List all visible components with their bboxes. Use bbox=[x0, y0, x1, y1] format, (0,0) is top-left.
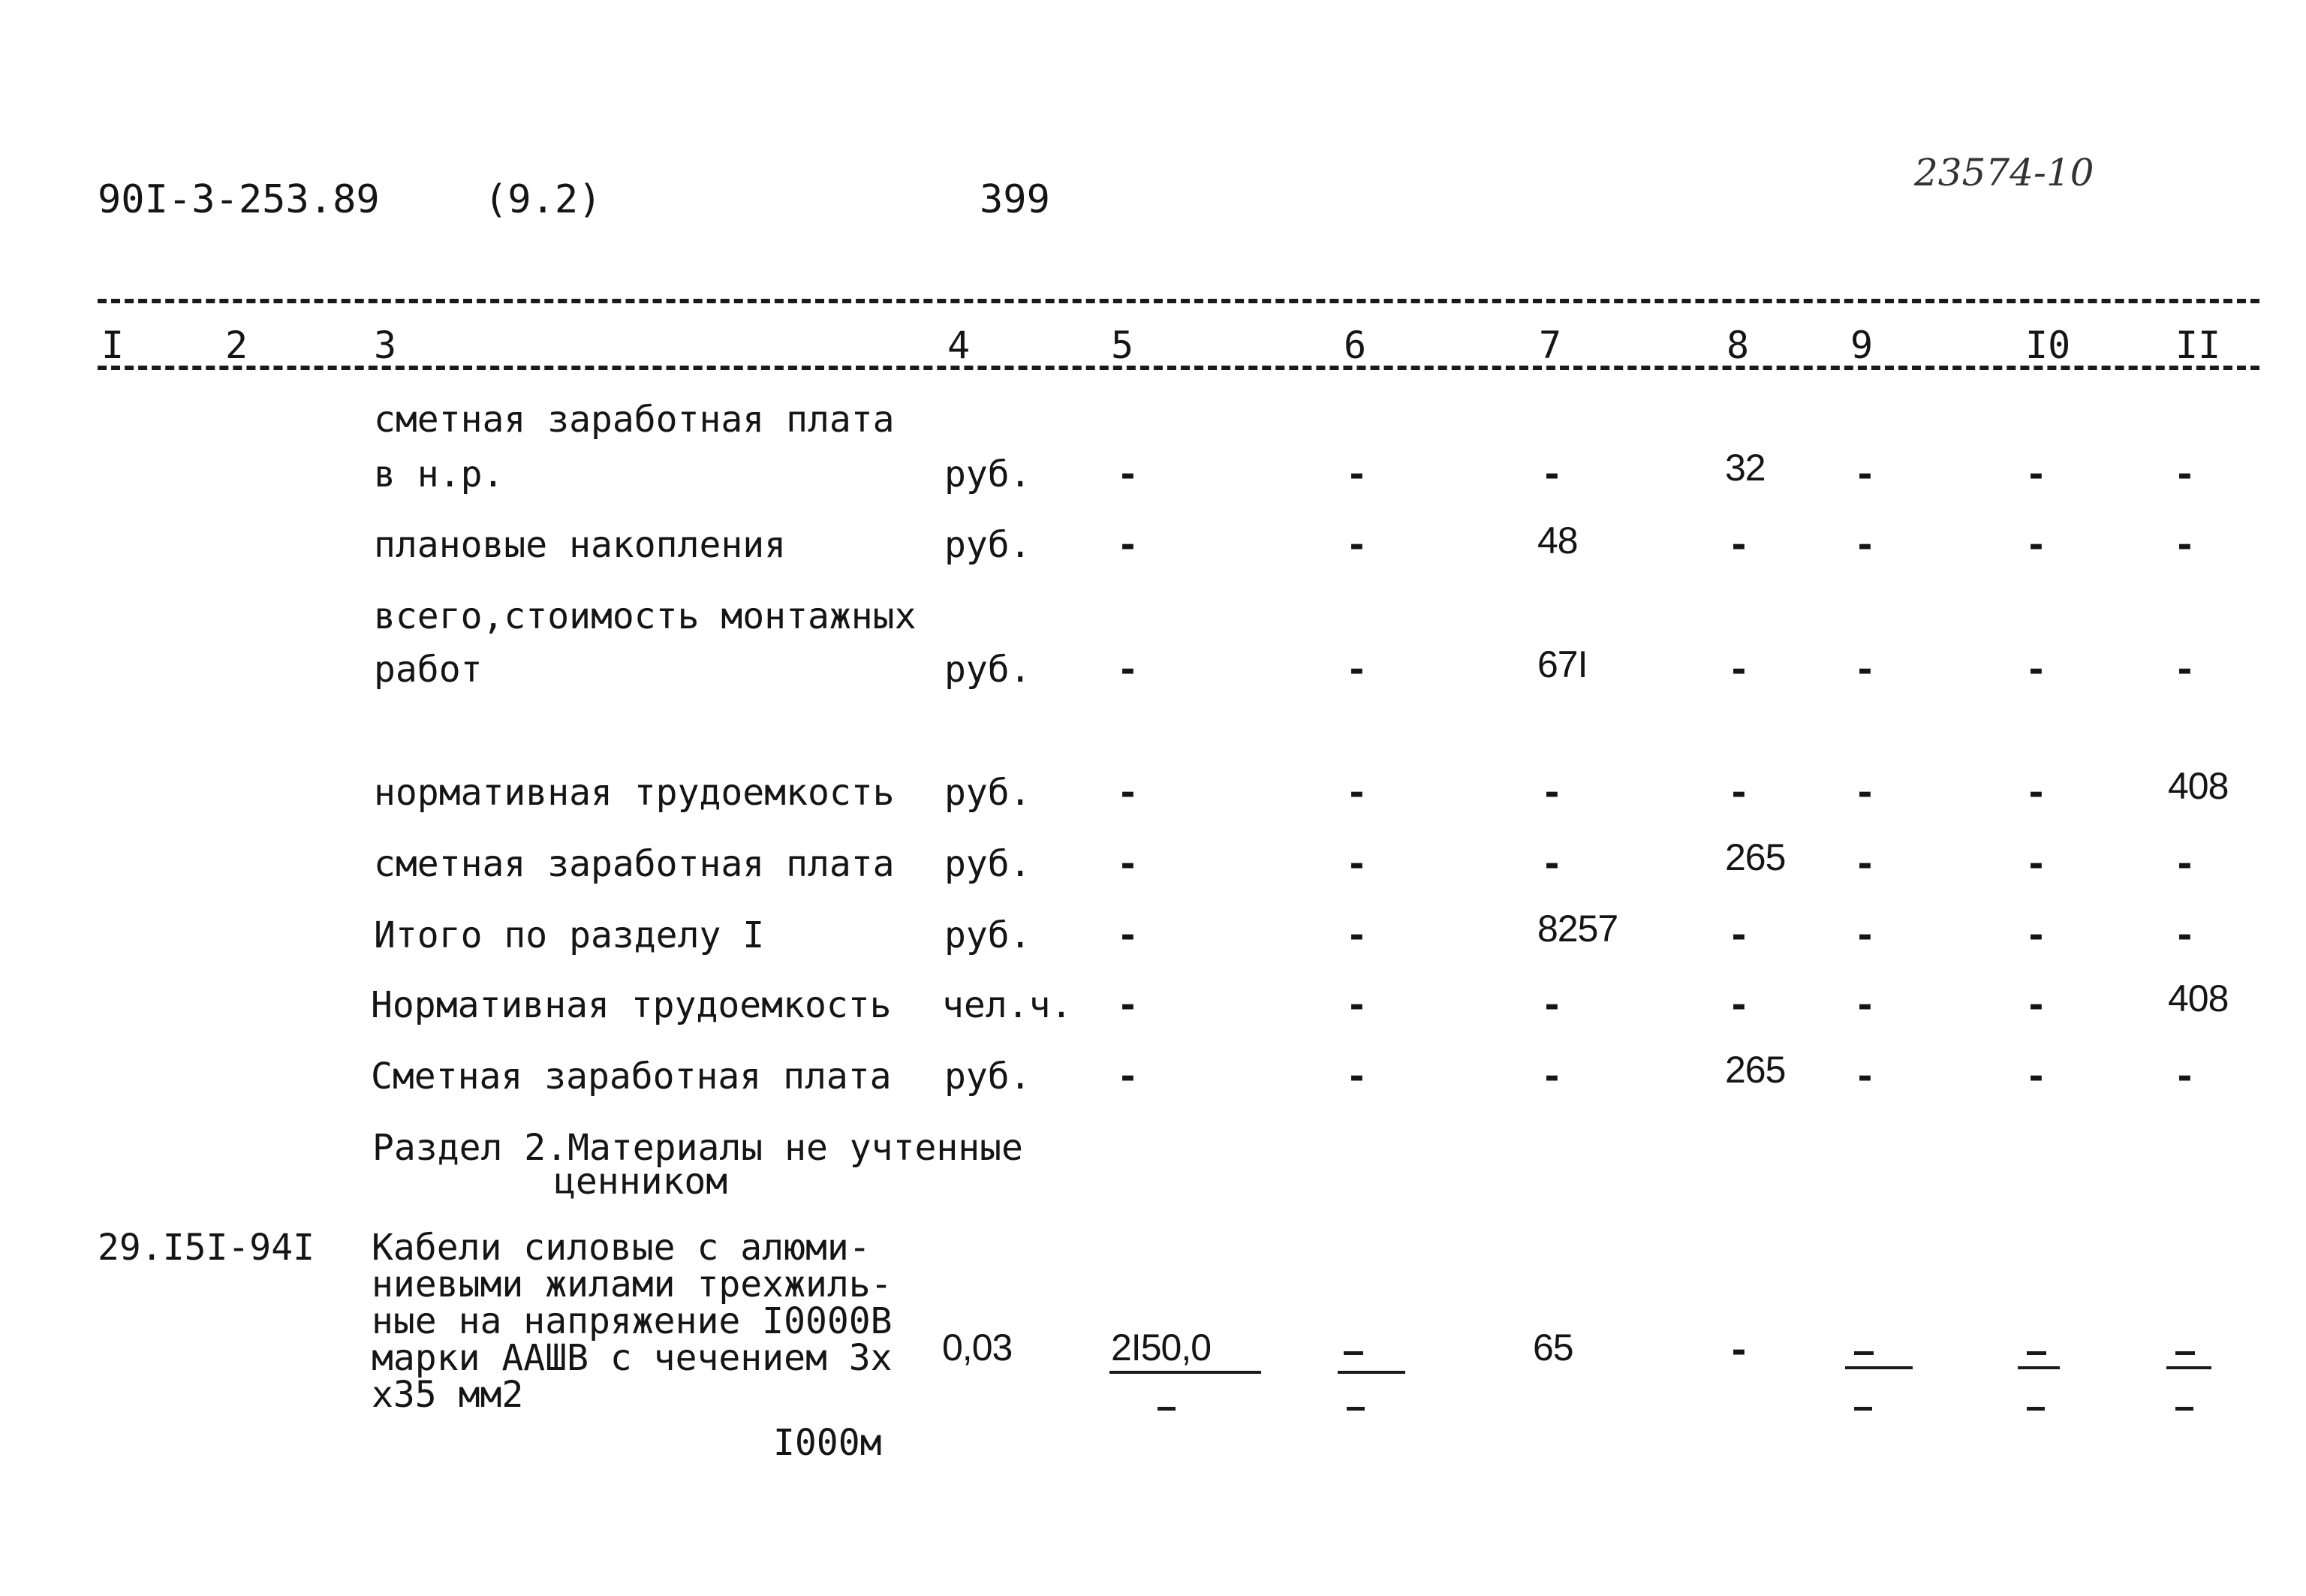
item-col7: 65 bbox=[1533, 1326, 1573, 1369]
cell-col9: - bbox=[1854, 843, 1876, 885]
cell-col11: - bbox=[2174, 649, 2196, 691]
cell-col7: - bbox=[1541, 984, 1563, 1026]
column-header-4: 4 bbox=[947, 324, 971, 367]
column-header-7: 7 bbox=[1539, 324, 1562, 367]
cell-col11: - bbox=[2174, 1055, 2196, 1098]
header-dashed-rule bbox=[98, 366, 2259, 370]
document-code: 90I-3-253.89 bbox=[98, 177, 380, 222]
cell-col10: - bbox=[2025, 524, 2047, 566]
cell-col9: - bbox=[1854, 649, 1876, 691]
cell-col8: - bbox=[1728, 984, 1750, 1026]
section-2-title: Раздел 2.Материалы не учтенные bbox=[372, 1127, 1023, 1169]
row-name-line: в н.р. bbox=[374, 453, 504, 495]
top-dashed-rule bbox=[98, 299, 2259, 303]
cell-col9: - bbox=[1854, 914, 1876, 956]
cell-col11: 408 bbox=[2168, 765, 2229, 807]
cell-col9: - bbox=[1854, 1055, 1876, 1098]
cell-col5: - bbox=[1117, 843, 1139, 885]
cell-col9: - bbox=[1854, 772, 1876, 814]
cell-col10: - bbox=[2025, 914, 2047, 956]
row-unit: руб. bbox=[944, 649, 1031, 691]
cell-col11: - bbox=[2174, 843, 2196, 885]
cell-col8: 32 bbox=[1725, 447, 1766, 489]
item-description-line: марки ААШВ с чечением 3х bbox=[372, 1337, 893, 1379]
cell-col6: - bbox=[1346, 843, 1368, 885]
fraction-dash-col6-lower bbox=[1347, 1407, 1365, 1411]
page-number: 399 bbox=[980, 177, 1050, 222]
cell-col9: - bbox=[1854, 984, 1876, 1026]
row-unit: руб. bbox=[944, 524, 1031, 566]
price-underline bbox=[1109, 1371, 1261, 1374]
item-description bbox=[372, 1227, 893, 1416]
row-name-line: Сметная заработная плата bbox=[371, 1055, 892, 1098]
cell-col8: - bbox=[1728, 649, 1750, 691]
cell-col10: - bbox=[2025, 1055, 2047, 1098]
cell-col6: - bbox=[1346, 772, 1368, 814]
cell-col6: - bbox=[1346, 524, 1368, 566]
cell-col5: - bbox=[1117, 772, 1139, 814]
cell-col11: - bbox=[2174, 524, 2196, 566]
row-unit: руб. bbox=[944, 772, 1031, 814]
section-2-title-continued: ценником bbox=[554, 1161, 728, 1203]
fraction-dash-col10-lower bbox=[2027, 1407, 2045, 1411]
cell-col5: - bbox=[1117, 453, 1139, 495]
fraction-line-col9 bbox=[1845, 1366, 1913, 1369]
item-description-line: х35 мм2 bbox=[372, 1374, 524, 1416]
cell-col7: 48 bbox=[1537, 519, 1578, 562]
cell-col7: - bbox=[1541, 1055, 1563, 1098]
cell-col5: - bbox=[1117, 1055, 1139, 1098]
row-unit: руб. bbox=[944, 1055, 1031, 1098]
cell-col11: 408 bbox=[2168, 977, 2229, 1019]
cell-col8: 265 bbox=[1725, 836, 1786, 878]
cell-col10: - bbox=[2025, 453, 2047, 495]
column-header-3: 3 bbox=[374, 324, 397, 367]
fraction-dash-col11-lower bbox=[2175, 1407, 2193, 1411]
item-unit: I000м bbox=[773, 1422, 882, 1464]
column-header-9: 9 bbox=[1850, 324, 1874, 367]
column-header-8: 8 bbox=[1726, 324, 1750, 367]
fraction-dash-col11-upper bbox=[2175, 1351, 2195, 1355]
fraction-dash-col5-lower bbox=[1158, 1407, 1176, 1411]
cell-col7: - bbox=[1541, 772, 1563, 814]
cell-col9: - bbox=[1854, 453, 1876, 495]
cell-col6: - bbox=[1346, 914, 1368, 956]
column-header-11: II bbox=[2175, 324, 2221, 367]
cell-col10: - bbox=[2025, 772, 2047, 814]
cell-col10: - bbox=[2025, 984, 2047, 1026]
row-name-line: нормативная трудоемкость bbox=[374, 772, 895, 814]
cell-col5: - bbox=[1117, 524, 1139, 566]
cell-col7: 8257 bbox=[1537, 908, 1618, 950]
cell-col8: - bbox=[1728, 914, 1750, 956]
cell-col7: - bbox=[1541, 843, 1563, 885]
cell-col5: - bbox=[1117, 914, 1139, 956]
item-quantity: 0,03 bbox=[942, 1326, 1013, 1369]
cell-col6: - bbox=[1346, 984, 1368, 1026]
fraction-line-col6 bbox=[1338, 1371, 1405, 1374]
column-header-6: 6 bbox=[1344, 324, 1367, 367]
item-description-line: ниевыми жилами трехжиль- bbox=[372, 1263, 893, 1305]
row-name-line: всего,стоимость монтажных bbox=[374, 595, 917, 637]
row-name-line: плановые накопления bbox=[374, 524, 787, 566]
cell-col11: - bbox=[2174, 453, 2196, 495]
item-code: 29.I5I-94I bbox=[98, 1227, 315, 1269]
cell-col6: - bbox=[1346, 649, 1368, 691]
row-name-line: работ bbox=[374, 649, 483, 691]
cell-col7: - bbox=[1541, 453, 1563, 495]
fraction-dash-col10-upper bbox=[2027, 1351, 2046, 1355]
cell-col7: 67I bbox=[1537, 643, 1588, 685]
cell-col8: - bbox=[1728, 524, 1750, 566]
item-description-line: Кабели силовые с алюми- bbox=[372, 1227, 871, 1269]
column-header-2: 2 bbox=[225, 324, 248, 367]
cell-col6: - bbox=[1346, 1055, 1368, 1098]
cell-col5: - bbox=[1117, 984, 1139, 1026]
row-name-line: сметная заработная плата bbox=[374, 399, 895, 441]
handwritten-stamp: 23574-10 bbox=[1914, 151, 2094, 194]
cell-col10: - bbox=[2025, 649, 2047, 691]
cell-col9: - bbox=[1854, 524, 1876, 566]
row-name-line: Нормативная трудоемкость bbox=[371, 984, 892, 1026]
cell-col5: - bbox=[1117, 649, 1139, 691]
fraction-dash-col6-upper bbox=[1344, 1351, 1363, 1355]
item-price: 2I50,0 bbox=[1111, 1326, 1212, 1369]
fraction-dash-col9-upper bbox=[1854, 1351, 1874, 1355]
row-unit: руб. bbox=[944, 843, 1031, 885]
cell-col8: 265 bbox=[1725, 1049, 1786, 1091]
cell-col10: - bbox=[2025, 843, 2047, 885]
item-col8: - bbox=[1728, 1329, 1750, 1372]
item-description-line: ные на напряжение I0000В bbox=[372, 1300, 893, 1342]
cell-col8: - bbox=[1728, 772, 1750, 814]
fraction-line-col10 bbox=[2018, 1366, 2060, 1369]
section-reference: (9.2) bbox=[484, 177, 602, 222]
cell-col11: - bbox=[2174, 914, 2196, 956]
row-name-line: сметная заработная плата bbox=[374, 843, 895, 885]
fraction-line-col11 bbox=[2166, 1366, 2211, 1369]
fraction-dash-col9-lower bbox=[1854, 1407, 1872, 1411]
row-unit: чел.ч. bbox=[942, 984, 1073, 1026]
cell-col6: - bbox=[1346, 453, 1368, 495]
row-unit: руб. bbox=[944, 914, 1031, 956]
row-unit: руб. bbox=[944, 453, 1031, 495]
column-header-10: I0 bbox=[2025, 324, 2071, 367]
row-name-line: Итого по разделу I bbox=[374, 914, 765, 956]
column-header-1: I bbox=[101, 324, 125, 367]
column-header-5: 5 bbox=[1111, 324, 1134, 367]
